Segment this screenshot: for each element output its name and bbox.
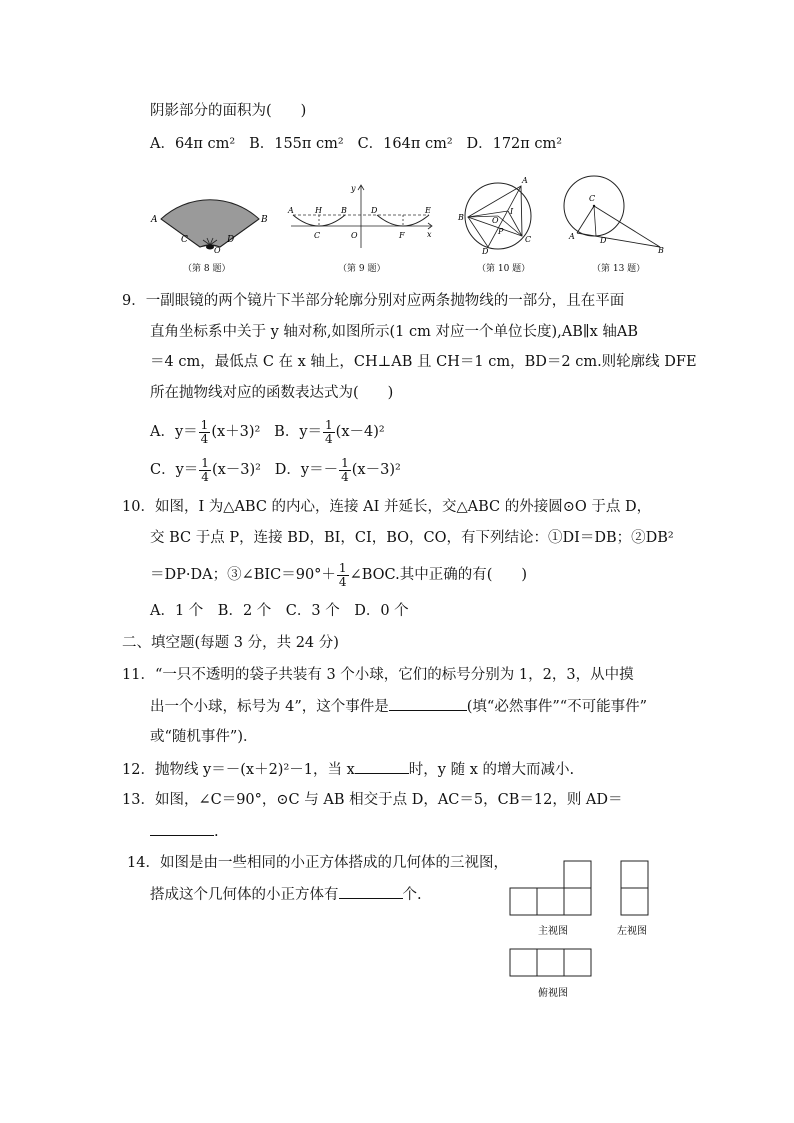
fig13-label-c: C [589,194,596,203]
fig10-label-c: C [525,235,532,244]
fraction-denominator: 4 [338,574,347,589]
q12 [122,759,574,780]
q9-line1: 9．一副眼镜的两个镜片下半部分轮廓分别对应两条抛物线的一部分，且在平面 [122,293,625,309]
q9-option-d-suffix: (x－3)² [351,462,401,478]
fraction-numerator: 1 [201,455,209,470]
q8-option-b: B．155π cm² [249,136,344,152]
q14-line2-suffix: 个. [402,887,422,903]
fraction-denominator: 4 [325,431,333,446]
q12-suffix: 时，y 随 x 的增大而减小. [408,762,575,778]
caption-fig8: （第 8 题） [183,264,231,274]
fig10-label-p: P [498,227,504,236]
fig9-label-b: B [341,206,347,215]
fig8-label-c: C [181,235,188,245]
q13-line2 [150,821,219,842]
caption-fig13: （第 13 题） [592,264,646,274]
fig9-label-y: y [351,184,356,193]
q14-three-views [505,856,665,1004]
q10-line3-prefix: ＝DP·DA；③∠BIC＝90°＋ [150,567,336,583]
section-title-fill-in: 二、填空题(每题 3 分，共 24 分) [122,635,339,651]
fraction-numerator: 1 [341,455,349,470]
fraction-numerator: 1 [325,417,333,432]
front-view-label: 主视图 [538,926,568,937]
q9-option-d-prefix: D．y＝－ [274,462,339,478]
fig8-label-d: D [227,235,235,245]
caption-fig9: （第 9 题） [338,264,386,274]
q11-answer-blank[interactable] [389,696,467,711]
q13-answer-blank[interactable] [150,821,214,836]
fraction [323,419,335,446]
fraction-denominator: 4 [201,469,209,484]
q12-answer-blank[interactable] [355,759,409,774]
q13-line1: 13．如图，∠C＝90°，⊙C 与 AB 相交于点 D，AC＝5，CB＝12，则 AD＝ [122,792,623,808]
fig13-label-d: D [600,236,607,245]
top-view [510,949,591,976]
fig9-label-h: H [315,206,322,215]
fraction [339,457,351,484]
fraction-numerator: 1 [200,417,209,432]
fig8-label-b: B [261,215,268,225]
q9-options-ab [150,417,385,447]
q8-option-a: A．64π cm² [150,136,236,152]
fraction [337,562,349,589]
fig9-label-d: D [371,206,378,215]
fraction [199,457,211,484]
q9-options-cd [150,455,401,485]
q9-line4: 所在抛物线对应的函数表达式为( ) [150,385,394,401]
figure-8-fan [148,183,268,253]
fraction-numerator: 1 [338,560,347,575]
fig9-label-f: F [399,231,405,240]
fig8-label-a: A [151,215,158,225]
q10-line3-suffix: ∠BOC.其中正确的有( ) [349,567,528,583]
figure-13-circle-triangle [560,175,675,255]
front-view [510,861,591,915]
q8-continuation: 阴影部分的面积为( ) [150,103,307,119]
fig10-label-d: D [482,247,489,256]
top-view-label: 俯视图 [538,988,568,999]
q9-option-b-prefix: B．y＝ [274,424,323,440]
q11-line3: 或“随机事件”)． [150,729,258,745]
fig9-label-o: O [351,231,358,240]
q14-line2-prefix: 搭成这个几何体的小正方体有 [150,887,339,903]
fig9-label-e: E [425,206,431,215]
q13-period: . [214,824,219,840]
fig13-label-a: A [569,232,575,241]
q11-line1: 11．“一只不透明的袋子共装有 3 个小球，它们的标号分别为 1，2，3，从中摸 [122,667,634,683]
fig9-label-a: A [288,206,294,215]
figure-10-incircle [455,172,540,256]
q9-line3: ＝4 cm，最低点 C 在 x 轴上，CH⊥AB 且 CH＝1 cm，BD＝2 cm.则轮廓线 DFE [150,354,697,370]
fig9-label-x: x [427,230,432,239]
fig10-label-o: O [492,216,499,225]
q11-line2-suffix: (填“必然事件”“不可能事件” [466,699,648,715]
q9-option-c-prefix: C．y＝ [150,462,199,478]
fig8-label-o: O [214,246,221,253]
q11-line2 [150,696,647,717]
q14-answer-blank[interactable] [339,884,403,899]
fig9-label-c: C [314,231,321,240]
fraction [199,419,211,446]
q9-option-a-suffix: (x＋3)² [211,424,261,440]
q14-line1: 14．如图是由一些相同的小正方体搭成的几何体的三视图， [127,855,508,871]
q14-line2 [150,884,422,905]
fig10-label-a: A [522,176,528,185]
q8-options [150,134,562,154]
q9-option-c-suffix: (x－3)² [211,462,261,478]
q8-option-c: C．164π cm² [357,136,453,152]
left-view [621,861,648,915]
figure-9-parabolas [285,182,437,252]
q9-line2: 直角坐标系中关于 y 轴对称,如图所示(1 cm 对应一个单位长度),AB∥x 轴AB [150,324,638,340]
q12-prefix: 12．抛物线 y＝－(x＋2)²－1，当 x [122,762,355,778]
left-view-label: 左视图 [617,926,647,937]
q10-line1: 10．如图，I 为△ABC 的内心，连接 AI 并延长，交△ABC 的外接圆⊙O 于点 D， [122,499,652,515]
q11-line2-prefix: 出一个小球，标号为 4”，这个事件是 [150,699,389,715]
fig13-label-b: B [658,246,664,255]
q10-line2: 交 BC 于点 P，连接 BD，BI，CI，BO，CO，有下列结论：①DI＝DB；②DB² [150,530,674,546]
fig10-label-i: I [510,207,514,216]
q8-option-d: D．172π cm² [466,136,563,152]
q9-option-b-suffix: (x－4)² [335,424,385,440]
q10-line3 [150,560,527,590]
q10-options: A．1 个 B．2 个 C．3 个 D．0 个 [150,603,409,619]
fig10-label-b: B [458,213,464,222]
caption-fig10: （第 10 题） [477,264,531,274]
fraction-denominator: 4 [341,469,349,484]
q9-option-a-prefix: A．y＝ [150,424,198,440]
fraction-denominator: 4 [200,431,209,446]
